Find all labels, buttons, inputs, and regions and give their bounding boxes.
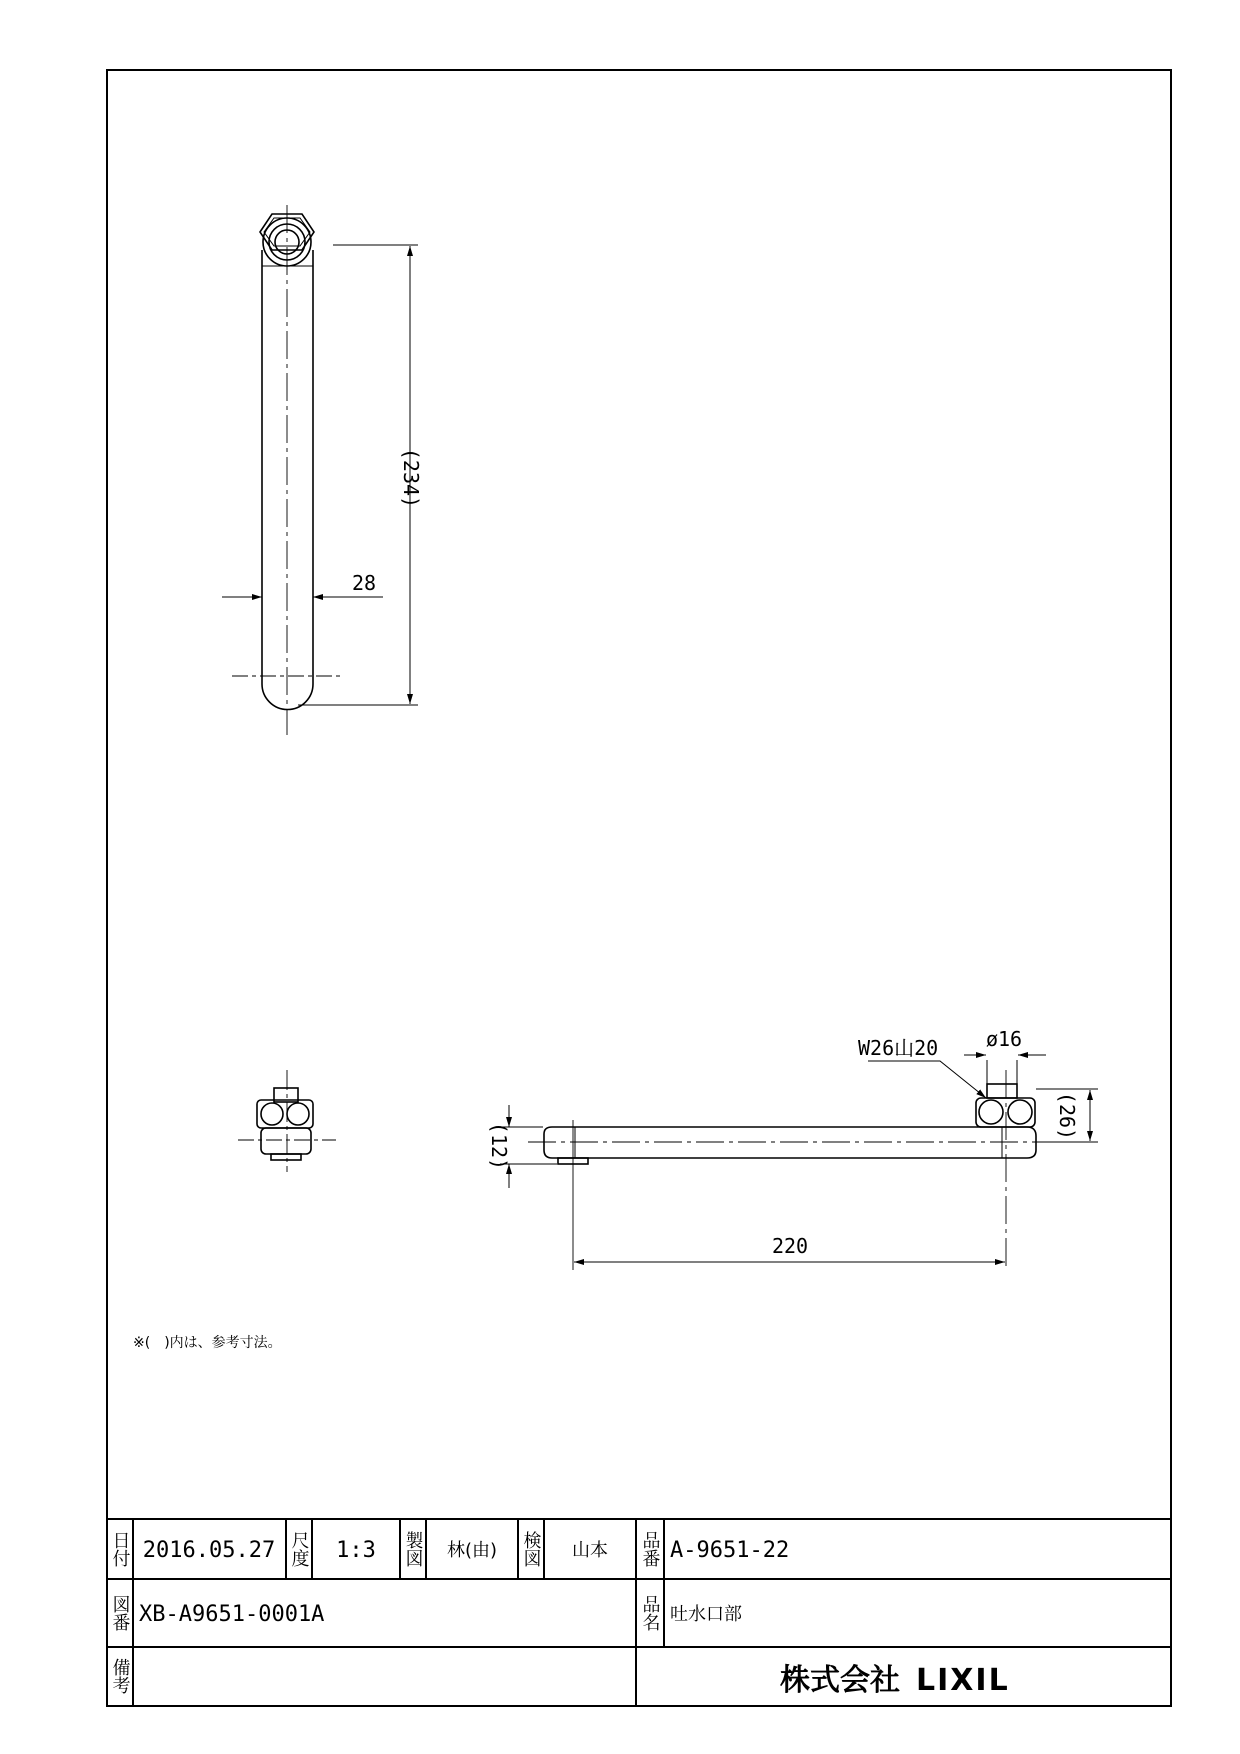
part-no-label: 品番 xyxy=(639,1531,661,1567)
dim-220: 220 xyxy=(771,1234,809,1258)
dim-234: (234) xyxy=(399,447,423,509)
sheet-border xyxy=(107,70,1171,1706)
part-no-value: A-9651-22 xyxy=(670,1538,790,1563)
remarks-label: 備考 xyxy=(109,1658,131,1694)
end-view xyxy=(238,1070,336,1172)
dim-26: (26) xyxy=(1055,1091,1079,1141)
drawn-by-value: 林(由) xyxy=(446,1540,498,1561)
reference-note: ※( )内は、参考寸法。 xyxy=(133,1335,282,1351)
scale-label: 尺度 xyxy=(288,1531,310,1567)
part-name-value: 吐水口部 xyxy=(670,1604,742,1625)
company-logo: LIXIL xyxy=(916,1663,1010,1698)
thread-spec: W26山20 xyxy=(858,1036,939,1060)
date-label: 日付 xyxy=(109,1531,131,1567)
part-name-label: 品名 xyxy=(639,1595,661,1631)
drawing-no-label: 図番 xyxy=(109,1595,131,1631)
date-value: 2016.05.27 xyxy=(142,1538,276,1563)
checked-label: 検図 xyxy=(520,1531,542,1567)
dim-28: 28 xyxy=(352,571,377,595)
drawing-no-value: XB-A9651-0001A xyxy=(139,1602,325,1627)
checked-by-value: 山本 xyxy=(572,1540,608,1561)
scale-value: 1:3 xyxy=(336,1538,376,1563)
company-name: 株式会社 xyxy=(780,1663,900,1698)
dim-12: (12) xyxy=(487,1121,511,1171)
drawn-label: 製図 xyxy=(402,1531,424,1567)
dim-dia-16: ø16 xyxy=(985,1027,1023,1051)
top-view xyxy=(222,205,418,735)
